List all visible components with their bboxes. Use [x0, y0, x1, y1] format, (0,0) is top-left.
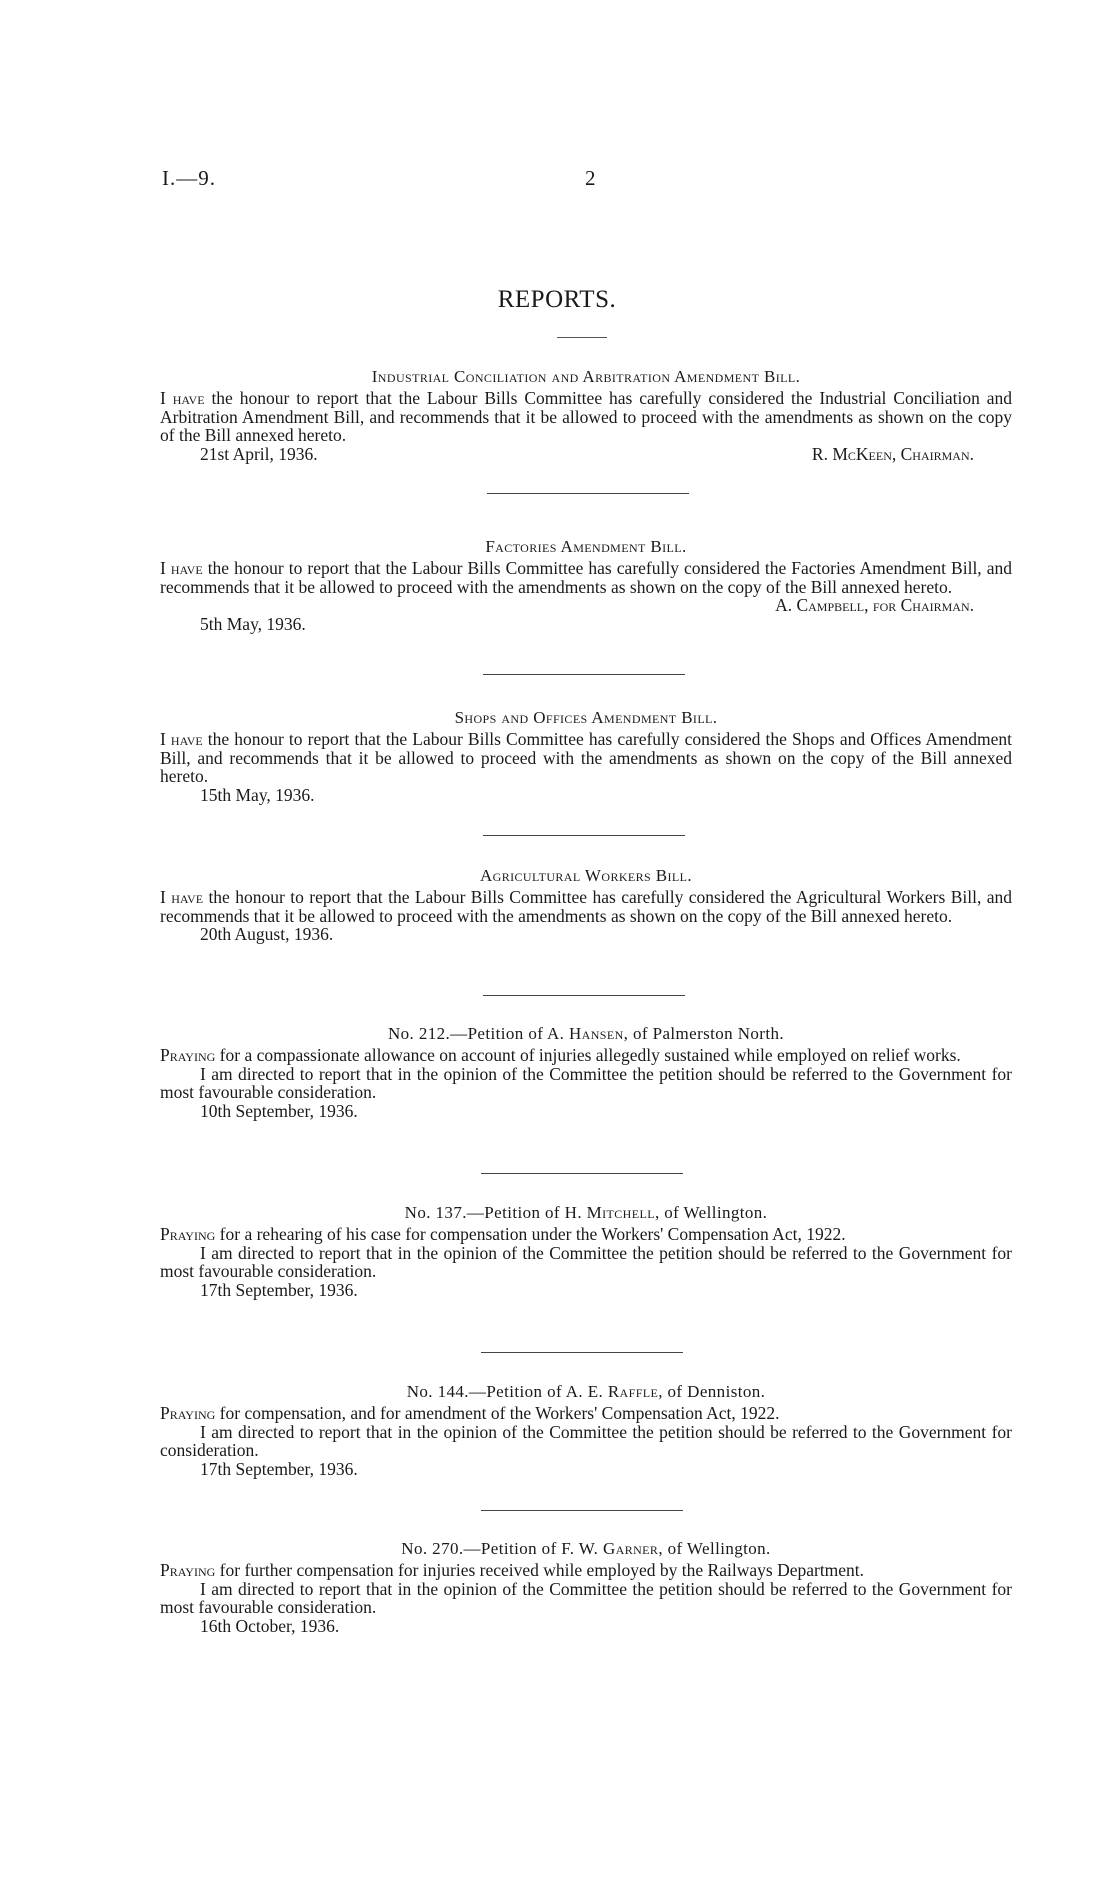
section-title: Shops and Offices Amendment Bill. [454, 708, 718, 727]
section-divider [487, 493, 689, 494]
lead-word: Praying [160, 1224, 216, 1244]
prayer-body: for compensation, and for amendment of the Workers' Compensation Act, 1922. [215, 1403, 780, 1423]
report-date: 5th May, 1936. [200, 614, 306, 634]
title-divider [557, 337, 607, 338]
report-date: 10th September, 1936. [200, 1100, 358, 1121]
report-paragraph [160, 559, 1012, 596]
lead-word: Praying [160, 1403, 216, 1423]
page-title: REPORTS. [497, 286, 617, 313]
report-shops-offices [160, 708, 1012, 805]
section-title: Industrial Conciliation and Arbitration Amendment Bill. [371, 367, 801, 386]
prayer-paragraph [160, 1046, 1012, 1065]
report-date: 17th September, 1936. [200, 1458, 358, 1479]
report-agricultural-workers [160, 866, 1012, 944]
section-divider [481, 1510, 683, 1511]
section-divider [483, 674, 685, 675]
report-date: 21st April, 1936. [200, 443, 318, 464]
section-title: No. 212.—Petition of A. Hansen, of Palmerston North. [387, 1024, 785, 1043]
petition-137 [160, 1203, 1012, 1300]
petition-144 [160, 1382, 1012, 1479]
lead-word: Praying [160, 1560, 216, 1580]
report-date: 17th September, 1936. [200, 1279, 358, 1300]
prayer-body: for a compassionate allowance on account of injuries allegedly sustained while employed on relief works. [215, 1045, 961, 1065]
section-title: No. 144.—Petition of A. E. Raffle, of Denniston. [406, 1382, 766, 1401]
report-date: 15th May, 1936. [200, 784, 315, 805]
section-divider [483, 995, 685, 996]
signature: A. Campbell, for Chairman. [775, 595, 974, 615]
section-divider [481, 1173, 683, 1174]
report-paragraph: I am directed to report that in the opinion of the Committee the petition should be referred to the Government for most favourable consideration. [160, 1578, 1012, 1617]
section-title: No. 270.—Petition of F. W. Garner, of Wellington. [401, 1539, 771, 1558]
page-number: 2 [585, 166, 596, 190]
report-date: 20th August, 1936. [200, 924, 334, 944]
prayer-body: for further compensation for injuries received while employed by the Railways Department. [215, 1560, 865, 1580]
lead-word: I have [160, 558, 203, 578]
section-title: No. 137.—Petition of H. Mitchell, of Wellington. [404, 1203, 768, 1222]
petition-212 [160, 1024, 1012, 1121]
lead-word: I have [160, 887, 204, 907]
report-paragraph: I am directed to report that in the opinion of the Committee the petition should be referred to the Government for most favourable consideration. [160, 1063, 1012, 1102]
report-body: the honour to report that the Labour Bills Committee has carefully considered the Agricultural Workers Bill, and recommends that it be allowed to proceed with the amendments as shown on the copy of the Bill annexed hereto. [160, 887, 1013, 926]
date-signature-row [160, 445, 1012, 464]
section-title: Factories Amendment Bill. [485, 537, 687, 556]
report-body: the honour to report that the Labour Bills Committee has carefully considered the Industrial Conciliation and Arbitration Amendment Bill, and recommends that it be allowed to proceed with the amendments as shown on the copy of the Bill annexed hereto. [160, 388, 1013, 445]
report-factories [160, 537, 1012, 634]
report-body: the honour to report that the Labour Bills Committee has carefully considered the Shops and Offices Amendment Bill, and recommends that it be allowed to proceed with the amendments as shown on the copy of the Bill annexed hereto. [160, 729, 1013, 786]
prayer-body: for a rehearing of his case for compensation under the Workers' Compensation Act, 1922. [215, 1224, 846, 1244]
lead-word: I have [160, 729, 203, 749]
prayer-paragraph [160, 1225, 1012, 1244]
report-paragraph [160, 730, 1012, 786]
signature: R. McKeen, Chairman. [811, 443, 974, 464]
section-divider [483, 835, 685, 836]
report-paragraph: I am directed to report that in the opinion of the Committee the petition should be referred to the Government for most favourable consideration. [160, 1242, 1012, 1281]
prayer-paragraph [160, 1404, 1012, 1423]
section-title: Agricultural Workers Bill. [479, 866, 693, 885]
report-paragraph: I am directed to report that in the opinion of the Committee the petition should be referred to the Government for consideration. [160, 1421, 1012, 1460]
report-date: 16th October, 1936. [200, 1615, 340, 1636]
lead-word: Praying [160, 1045, 216, 1065]
section-divider [481, 1352, 683, 1353]
report-paragraph [160, 389, 1012, 445]
report-industrial-conciliation [160, 367, 1012, 464]
prayer-paragraph [160, 1561, 1012, 1580]
report-body: the honour to report that the Labour Bills Committee has carefully considered the Factories Amendment Bill, and recommends that it be allowed to proceed with the amendments as shown on the copy of the Bill annexed hereto. [160, 558, 1012, 597]
report-paragraph [160, 888, 1012, 925]
lead-word: I have [160, 388, 205, 408]
petition-270 [160, 1539, 1012, 1636]
paper-reference: I.—9. [162, 166, 216, 190]
